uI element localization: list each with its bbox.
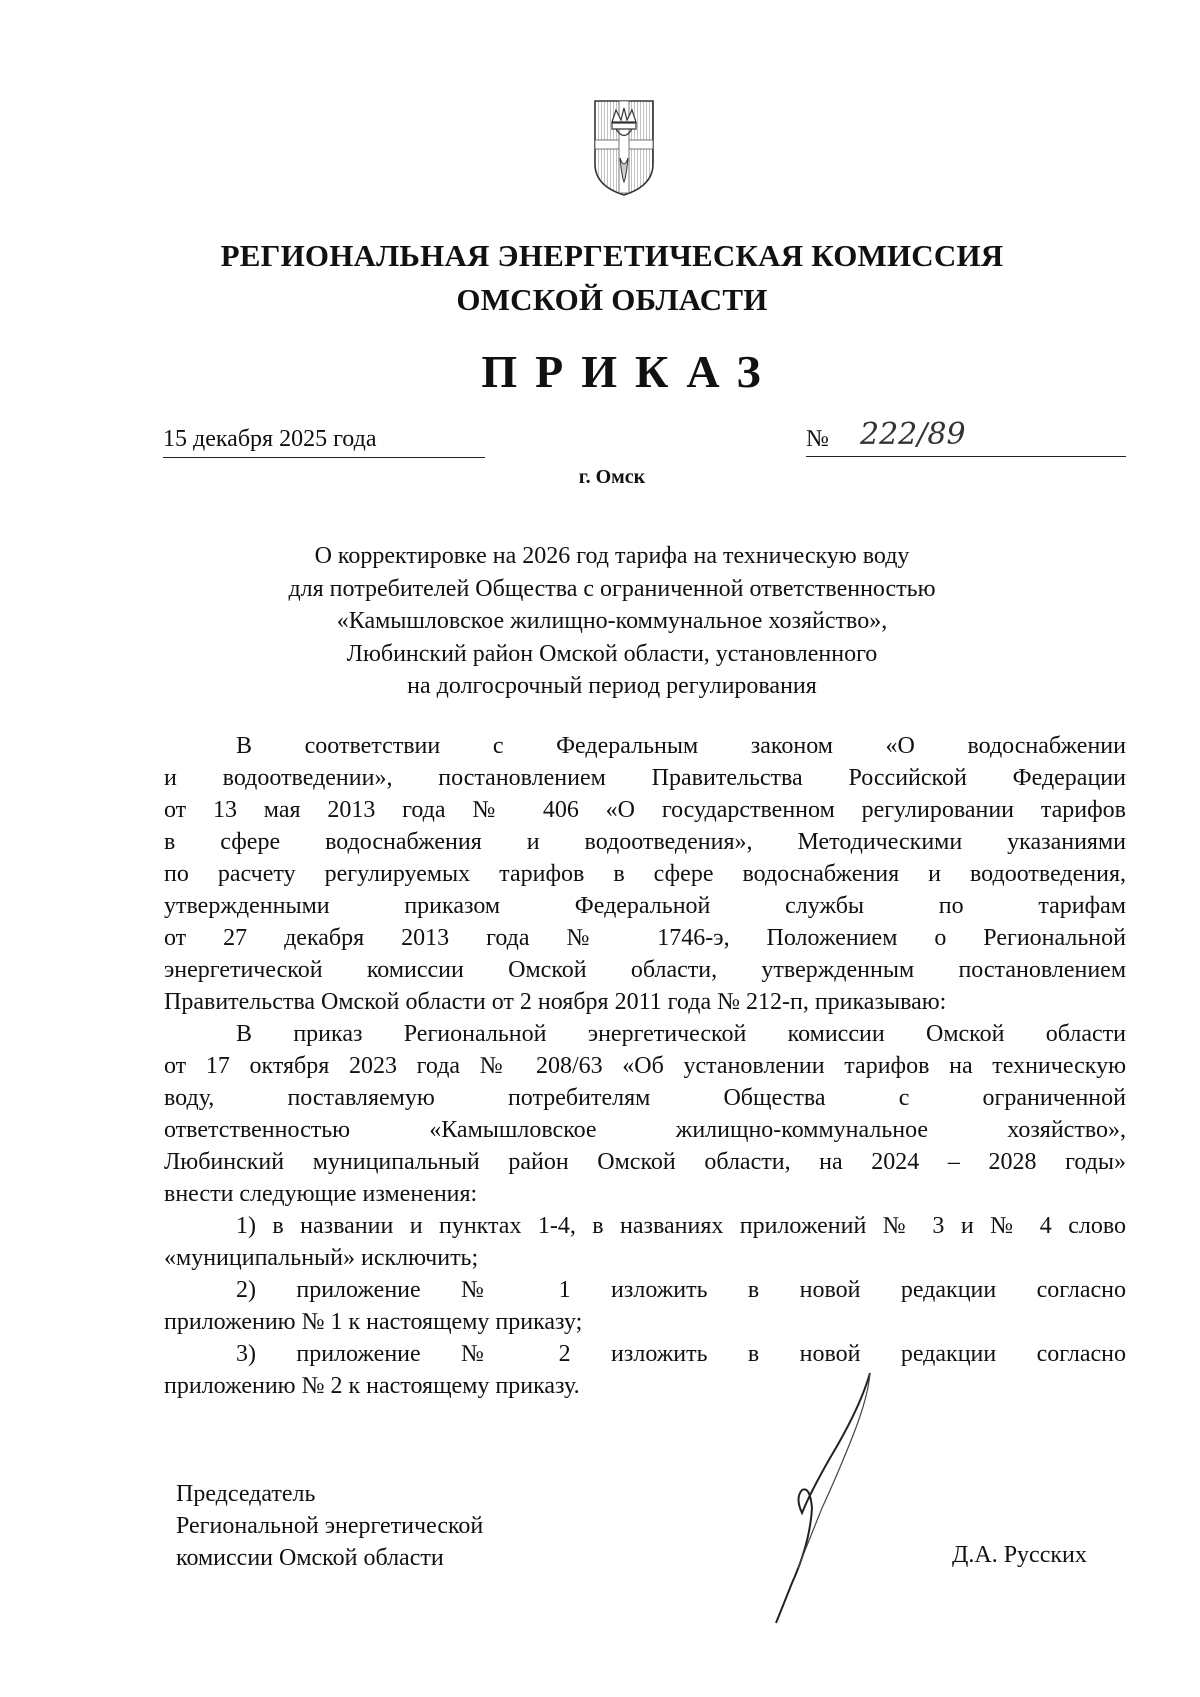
body-line: В приказ Региональной энергетической комиссии Омской области <box>236 1021 1126 1047</box>
body-line: от 17 октября 2023 года № 208/63 «Об установлении тарифов на техническую <box>164 1053 1126 1079</box>
list-item-3-line: приложению № 2 к настоящему приказу. <box>164 1373 580 1399</box>
body-line: ответственностью «Камышловское жилищно-коммунальное хозяйство», <box>164 1117 1126 1143</box>
body-line: от 13 мая 2013 года № 406 «О государственном регулировании тарифов <box>164 797 1126 823</box>
list-item-1-line: 1) в названии и пунктах 1-4, в названиях приложений № 3 и № 4 слово <box>236 1213 1126 1239</box>
subject-line: Любинский район Омской области, установленного <box>346 640 878 667</box>
document-date: 15 декабря 2025 года <box>163 426 485 458</box>
document-number-field <box>806 417 1126 457</box>
body-line: по расчету регулируемых тарифов в сфере водоснабжения и водоотведения, <box>164 861 1126 887</box>
signatory-title-line: Председатель <box>176 1481 316 1507</box>
document-body <box>164 730 1126 1402</box>
document-subject <box>150 540 1074 703</box>
number-label: № <box>806 426 829 452</box>
city: г. Омск <box>578 466 646 488</box>
organization-name-line2: ОМСКОЙ ОБЛАСТИ <box>456 282 768 317</box>
body-line: и водоотведении», постановлением Правительства Российской Федерации <box>164 765 1126 791</box>
list-item-2-line: приложению № 1 к настоящему приказу; <box>164 1309 583 1335</box>
list-item-1-line: «муниципальный» исключить; <box>164 1245 479 1271</box>
handwritten-signature <box>740 1368 890 1628</box>
subject-line: для потребителей Общества с ограниченной ответственностью <box>288 575 936 602</box>
body-line: в сфере водоснабжения и водоотведения», Методическими указаниями <box>164 829 1126 855</box>
body-line: воду, поставляемую потребителям Общества с ограниченной <box>164 1085 1126 1111</box>
body-line: внести следующие изменения: <box>164 1181 478 1207</box>
signatory-name: Д.А. Русских <box>952 1542 1087 1568</box>
signatory-title <box>176 1478 483 1574</box>
subject-line: «Камышловское жилищно-коммунальное хозяйство», <box>336 608 888 634</box>
body-line: утвержденными приказом Федеральной службы по тарифам <box>164 893 1126 919</box>
signatory-title-line: комиссии Омской области <box>176 1545 444 1571</box>
body-line: от 27 декабря 2013 года № 1746-э, Положением о Региональной <box>164 925 1126 951</box>
list-item-2-line: 2) приложение № 1 изложить в новой редакции согласно <box>236 1277 1126 1303</box>
coat-of-arms-icon <box>592 98 656 198</box>
subject-line: О корректировке на 2026 год тарифа на техническую воду <box>314 543 910 569</box>
organization-name-line1: РЕГИОНАЛЬНАЯ ЭНЕРГЕТИЧЕСКАЯ КОМИССИЯ <box>220 238 1004 273</box>
handwritten-number <box>856 414 1026 458</box>
subject-line: на долгосрочный период регулирования <box>407 673 817 699</box>
body-line: Любинский муниципальный район Омской области, на 2024 – 2028 годы» <box>164 1149 1126 1175</box>
body-line: Правительства Омской области от 2 ноября 2011 года № 212-п, приказываю: <box>164 989 947 1015</box>
body-line: В соответствии с Федеральным законом «О водоснабжении <box>236 733 1126 759</box>
number-value: 222/89 <box>860 417 966 452</box>
list-item-3-line: 3) приложение № 2 изложить в новой редакции согласно <box>236 1341 1126 1367</box>
body-line: энергетической комиссии Омской области, утвержденным постановлением <box>164 957 1126 983</box>
signatory-title-line: Региональной энергетической <box>176 1513 484 1539</box>
document-type-title: ПРИКАЗ <box>481 346 779 397</box>
